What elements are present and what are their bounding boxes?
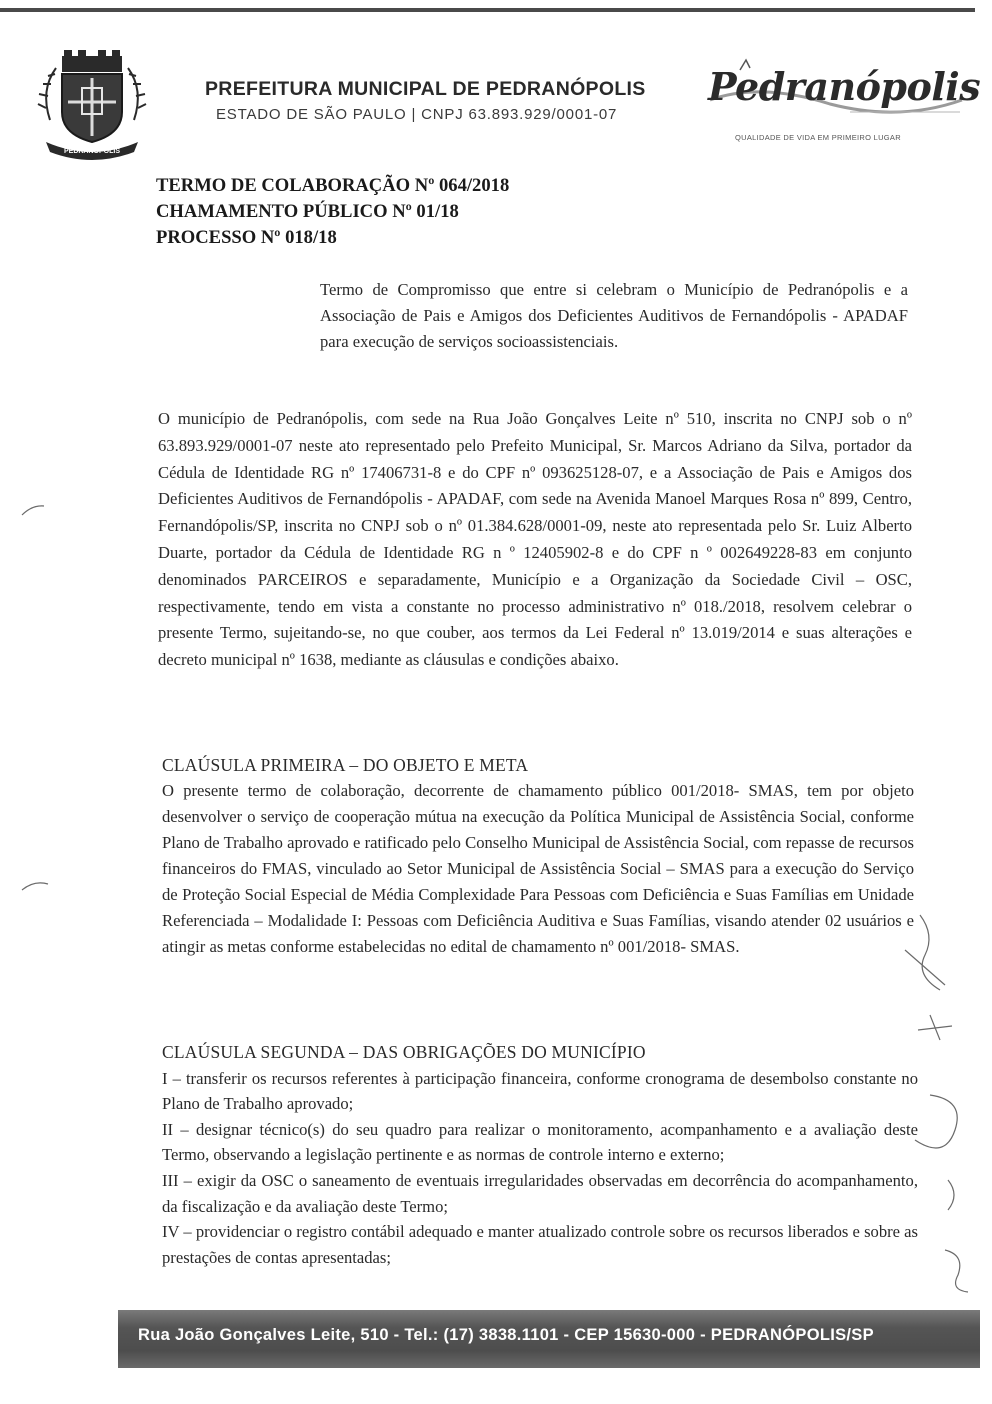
prefeitura-title: PREFEITURA MUNICIPAL DE PEDRANÓPOLIS (205, 78, 646, 100)
footer-band (118, 1310, 980, 1368)
city-logo-tagline: QUALIDADE DE VIDA EM PRIMEIRO LUGAR (735, 133, 901, 142)
clause-primeira-title: CLAÚSULA PRIMEIRA – DO OBJETO E META (162, 755, 529, 775)
clause-segunda-item-iii: III – exigir da OSC o saneamento de eventuais irregularidades observadas em decorrência do acompanhamento, da fiscalização e da avaliação deste Termo; (162, 1170, 918, 1216)
heading-chamamento: CHAMAMENTO PÚBLICO Nº 01/18 (156, 201, 459, 222)
document-heading (156, 173, 509, 251)
municipal-crest-icon (32, 50, 152, 160)
clause-segunda-title: CLAÚSULA SEGUNDA – DAS OBRIGAÇÕES DO MUNICÍPIO (162, 1042, 646, 1062)
clause-segunda (162, 1040, 918, 1270)
footer-address: Rua João Gonçalves Leite, 510 - Tel.: (17) 3838.1101 - CEP 15630-000 - PEDRANÓPOLIS/SP (138, 1326, 874, 1344)
preamble-paragraph: O município de Pedranópolis, com sede na Rua João Gonçalves Leite nº 510, inscrita no CNPJ sob o nº 63.893.929/0001-07 neste ato representado pelo Prefeito Municipal, Sr. Marcos Adriano da Silva, portador da Cédula de Identidade RG nº 17406731-8 e do CPF nº 093625128-07, e a Associação de Pais e Amigos dos Deficientes Auditivos de Fernandópolis - APADAF, com sede na Avenida Manoel Marques Rosa nº 899, Centro, Fernandópolis/SP, inscrita no CNPJ sob o nº 01.384.628/0001-09, neste ato representada pelo Sr. Luiz Alberto Duarte, portador da Cédula de Identidade RG n º 12405902-8 e do CPF n º 002649228-83 em conjunto denominados PARCEIROS e separadamente, Município e a Organização da Sociedade Civil – OSC, respectivamente, tendo em vista a constante no processo administrativo nº 018./2018, resolvem celebrar o presente Termo, sujeitando-se, no que couber, aos termos da Lei Federal nº 13.019/2014 e suas alterações e decreto municipal nº 1638, mediante as cláusulas e condições abaixo. (158, 409, 912, 670)
city-logo-text: Pedranópolis (708, 64, 981, 109)
clause-segunda-item-iv: IV – providenciar o registro contábil adequado e manter atualizado controle sobre os recursos liberados e sobre as prestações de contas apresentadas; (162, 1222, 918, 1267)
clause-primeira (162, 752, 914, 960)
clause-segunda-item-i: I – transferir os recursos referentes à participação financeira, conforme cronograma de desembolso constante no Plano de Trabalho aprovado; (162, 1068, 918, 1114)
heading-termo: TERMO DE COLABORAÇÃO Nº 064/2018 (156, 175, 510, 196)
clause-primeira-body: O presente termo de colaboração, decorrente de chamamento público 001/2018- SMAS, tem por objeto desenvolver o serviço de cooperação mútua na execução da Política Municipal de Assistência Social, conforme Plano de Trabalho aprovado e ratificado pelo Conselho Municipal de Assistência Social, com repasse de recursos financeiros do FMAS, vinculado ao Setor Municipal de Assistência Social – SMAS para a execução do Serviço de Proteção Social Especial de Média Complexidade Para Pessoas com Deficiência e Suas Famílias em Unidade Referenciada – Modalidade I: Pessoas com Deficiência Auditiva e Suas Famílias, visando atender 02 usuários e atingir as metas conforme estabelecidas no edital de chamamento nº 001/2018- SMAS. (162, 781, 914, 956)
heading-processo: PROCESSO Nº 018/18 (156, 227, 337, 248)
top-edge-line (0, 8, 975, 12)
document-summary: Termo de Compromisso que entre si celebram o Município de Pedranópolis e a Associação de Pais e Amigos dos Deficientes Auditivos de Fernandópolis - APADAF para execução de serviços socioassistenciais. (320, 280, 908, 351)
crest-text: PEDRANÓPOLIS (63, 148, 121, 155)
prefeitura-subtitle: ESTADO DE SÃO PAULO | CNPJ 63.893.929/0001-07 (216, 106, 618, 123)
clause-segunda-item-ii: II – designar técnico(s) do seu quadro para realizar o monitoramento, acompanhamento e a avaliação deste Termo, observando a legislação pertinente e as normas de controle interno e externo; (162, 1119, 918, 1165)
